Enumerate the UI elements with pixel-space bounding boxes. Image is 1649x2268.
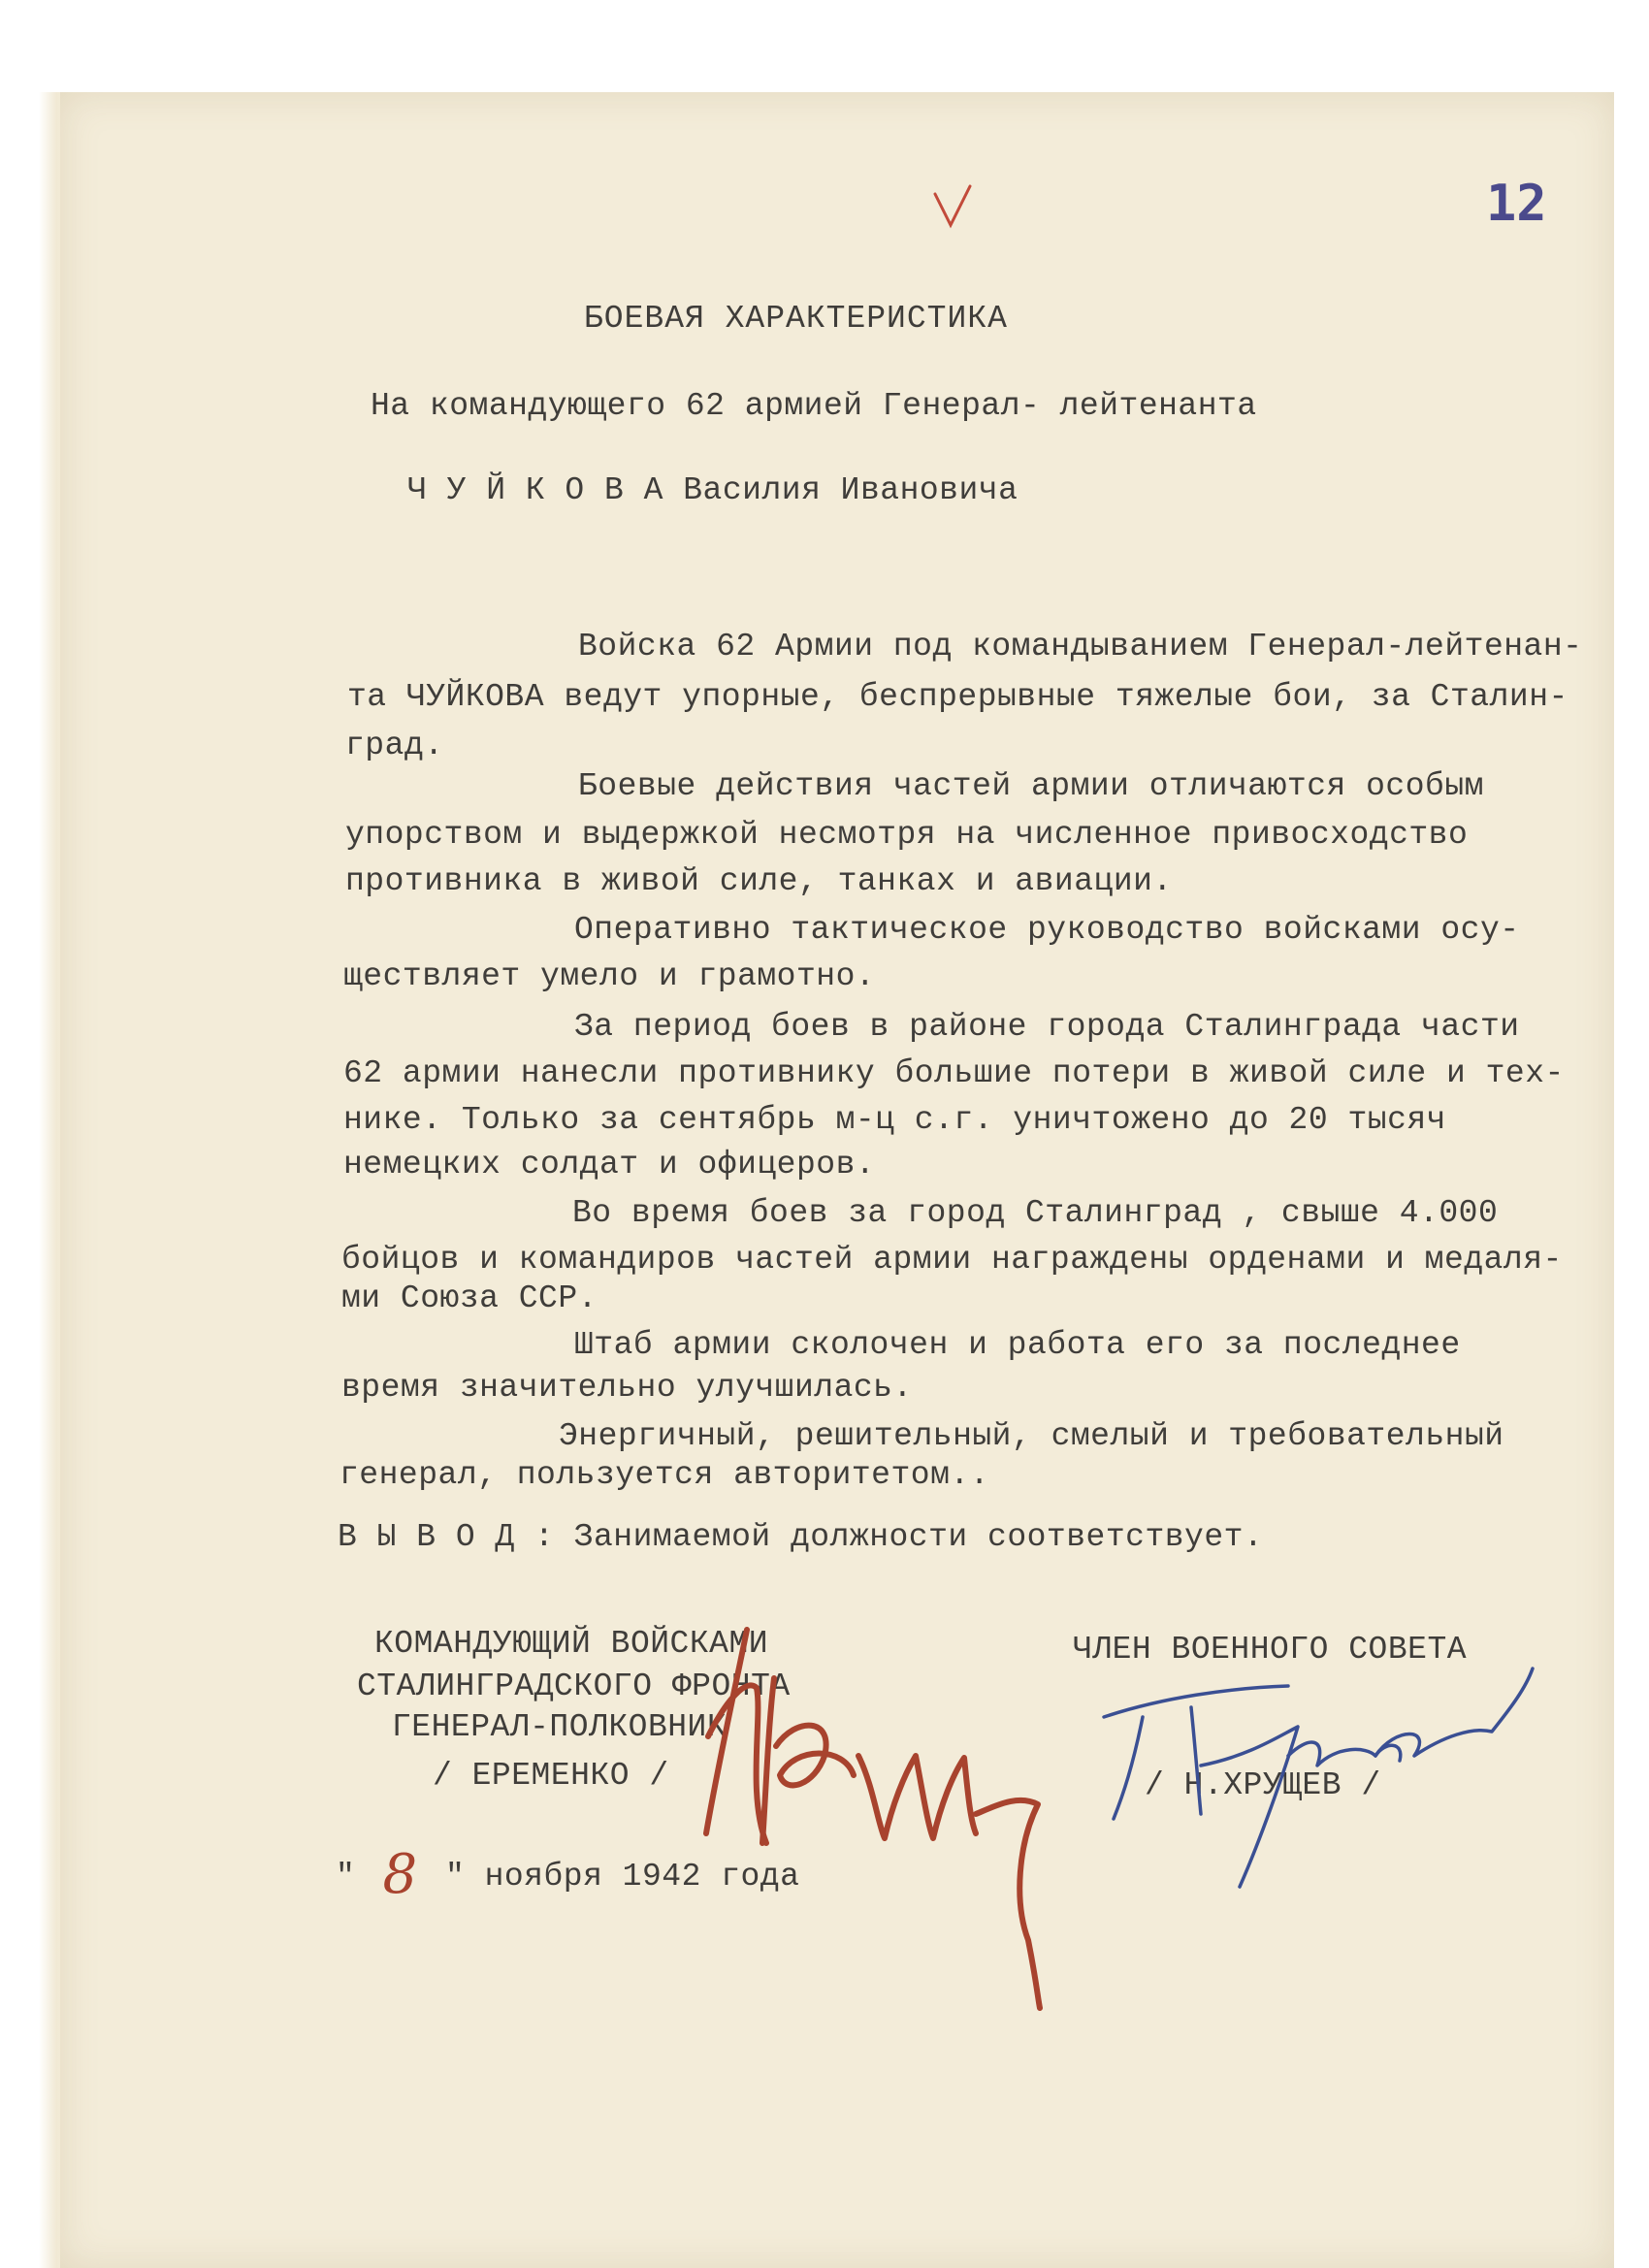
body-line: Оперативно тактическое руководство войсками осу-: [574, 912, 1520, 948]
conclusion: [338, 1519, 1263, 1555]
left-signatory-title-2: СТАЛИНГРАДСКОГО ФРОНТА: [357, 1669, 791, 1704]
body-line: Штаб армии сколочен и работа его за последнее: [574, 1327, 1461, 1363]
document-subtitle: На командующего 62 армией Генерал- лейтенанта: [371, 388, 1257, 424]
body-line: бойцов и командиров частей армии награждены орденами и медаля-: [341, 1242, 1563, 1278]
body-line: генерал, пользуется авторитетом..: [340, 1457, 990, 1493]
red-check-mark-icon: [931, 184, 975, 233]
eremenko-signature-icon: [679, 1610, 1106, 2018]
body-line: Энергичный, решительный, смелый и требовательный: [559, 1418, 1504, 1454]
body-line: Во время боев за город Сталинград , свыше 4.000: [572, 1195, 1499, 1231]
left-signatory-name: / ЕРЕМЕНКО /: [433, 1758, 669, 1794]
conclusion-label: В Ы В О Д :: [338, 1519, 555, 1555]
body-line: ществляет умело и грамотно.: [343, 958, 876, 994]
date-day: 8: [382, 1843, 418, 1906]
body-line: упорством и выдержкой несмотря на численное привосходство: [345, 817, 1469, 853]
subject-name: Ч У Й К О В А Василия Ивановича: [407, 472, 1018, 508]
date-quote-close: ": [444, 1859, 466, 1895]
body-line: немецких солдат и офицеров.: [343, 1147, 876, 1183]
right-signatory-name: / Н.ХРУЩЕВ /: [1145, 1767, 1381, 1803]
khrushchev-signature-icon: [1084, 1649, 1550, 1901]
body-line: ми Союза ССР.: [341, 1280, 598, 1316]
body-line: Боевые действия частей армии отличаются особым: [578, 768, 1484, 804]
body-line: За период боев в районе города Сталинграда части: [574, 1009, 1520, 1045]
body-line: град.: [345, 728, 444, 763]
document-title: БОЕВАЯ ХАРАКТЕРИСТИКА: [584, 301, 1008, 337]
body-line: время значительно улучшилась.: [341, 1370, 913, 1406]
conclusion-text: Занимаемой должности соответствует.: [573, 1519, 1264, 1555]
body-line: Войска 62 Армии под командыванием Генерал-лейтенан-: [578, 629, 1583, 664]
body-line: противника в живой силе, танках и авиации.: [345, 863, 1173, 899]
right-signatory-title: ЧЛЕН ВОЕННОГО СОВЕТА: [1073, 1632, 1468, 1668]
date-quote-open: ": [336, 1859, 356, 1895]
body-line: та ЧУЙКОВА ведут упорные, беспрерывные тяжелые бои, за Сталин-: [347, 679, 1568, 715]
page-number: 12: [1486, 175, 1547, 233]
body-line: нике. Только за сентябрь м-ц с.г. уничтожено до 20 тысяч: [343, 1102, 1446, 1138]
body-line: 62 армии нанесли противнику большие потери в живой силе и тех-: [343, 1055, 1565, 1091]
date-rest: ноября 1942 года: [484, 1859, 800, 1895]
left-signatory-rank: ГЕНЕРАЛ-ПОЛКОВНИК: [392, 1709, 728, 1745]
left-signatory-title-1: КОМАНДУЮЩИЙ ВОЙСКАМИ: [374, 1626, 769, 1662]
